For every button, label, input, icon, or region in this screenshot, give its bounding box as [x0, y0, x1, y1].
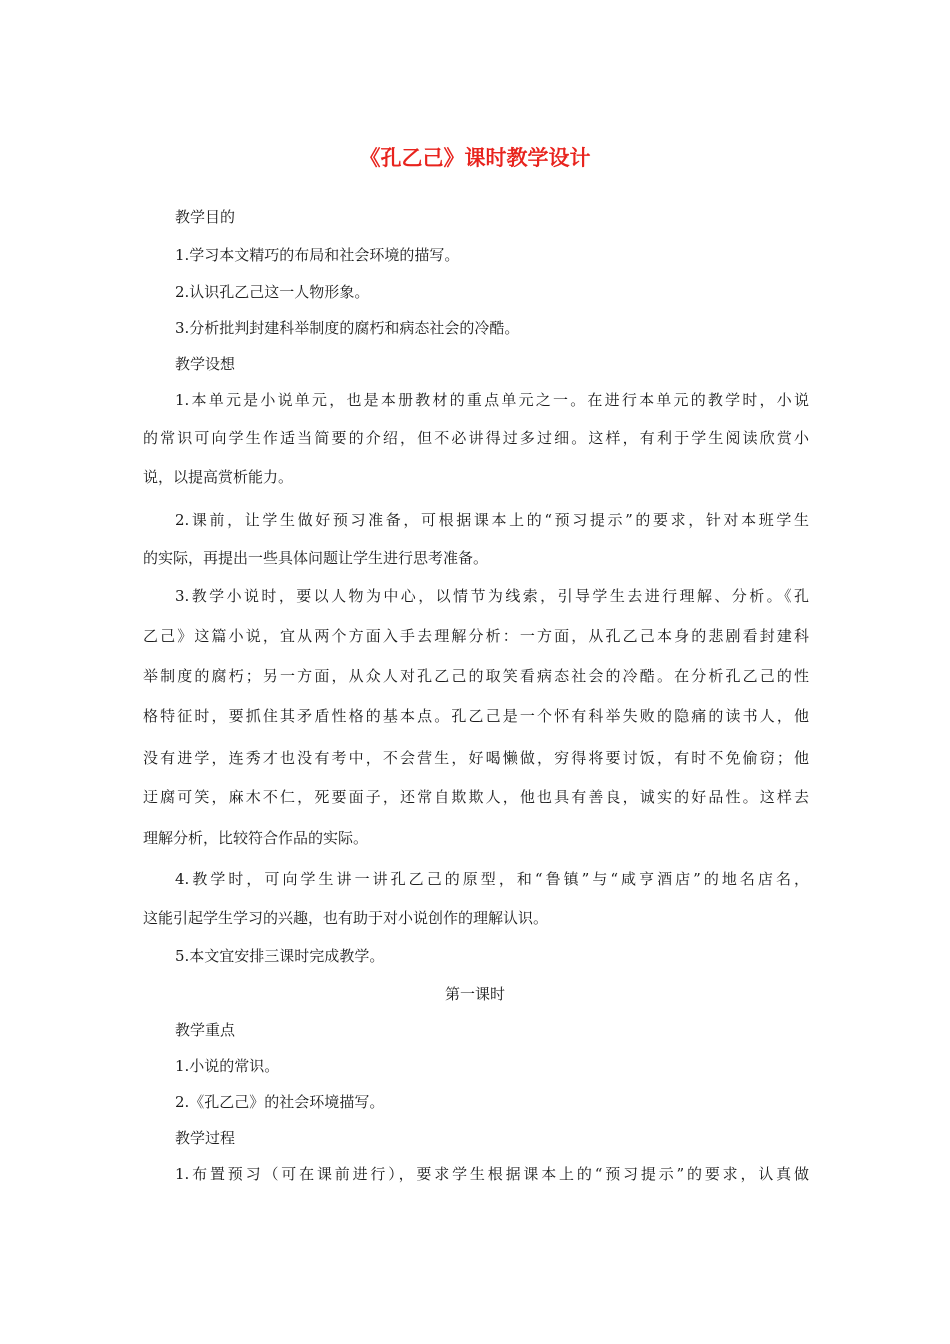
paragraph-line: 3.教学小说时，要以人物为中心，以情节为线索，引导学生去进行理解、分析。《孔: [175, 587, 809, 605]
paragraph-line: 没有进学，连秀才也没有考中，不会营生，好喝懒做，穷得将要讨饭，有时不免偷窃；他: [143, 749, 809, 767]
paragraph-line: 1.本单元是小说单元，也是本册教材的重点单元之一。在进行本单元的教学时，小说: [175, 391, 809, 409]
paragraph-line: 的实际，再提出一些具体问题让学生进行思考准备。: [143, 549, 489, 567]
goal-item: 2.认识孔乙己这一人物形象。: [175, 283, 370, 301]
paragraph-line: 这能引起学生学习的兴趣，也有助于对小说创作的理解认识。: [143, 909, 549, 927]
paragraph-line: 的常识可向学生作适当简要的介绍，但不必讲得过多过细。这样，有利于学生阅读欣赏小: [143, 429, 809, 447]
focus-item: 1.小说的常识。: [175, 1057, 280, 1075]
document-title: 《孔乙己》课时教学设计: [359, 146, 591, 170]
paragraph-line: 1.布置预习（可在课前进行），要求学生根据课本上的“预习提示”的要求，认真做: [175, 1165, 809, 1183]
section-heading-ideas: 教学设想: [175, 355, 236, 373]
goal-item: 1.学习本文精巧的布局和社会环境的描写。: [175, 246, 460, 264]
goal-item: 3.分析批判封建科举制度的腐朽和病态社会的冷酷。: [175, 319, 520, 337]
paragraph-line: 5.本文宜安排三课时完成教学。: [175, 947, 385, 965]
paragraph-line: 迂腐可笑，麻木不仁，死要面子，还常自欺欺人，他也具有善良，诚实的好品性。这样去: [143, 788, 809, 806]
paragraph-line: 格特征时，要抓住其矛盾性格的基本点。孔乙己是一个怀有科举失败的隐痛的读书人，他: [143, 707, 809, 725]
paragraph-line: 举制度的腐朽；另一方面，从众人对孔乙己的取笑看病态社会的冷酷。在分析孔乙己的性: [143, 667, 809, 685]
focus-item: 2.《孔乙己》的社会环境描写。: [175, 1093, 385, 1111]
paragraph-line: 说，以提高赏析能力。: [143, 468, 294, 486]
paragraph-line: 乙己》这篇小说，宜从两个方面入手去理解分析：一方面，从孔乙己本身的悲剧看封建科: [143, 627, 809, 645]
section-heading-focus: 教学重点: [175, 1021, 236, 1039]
paragraph-line: 4.教学时，可向学生讲一讲孔乙己的原型，和“鲁镇”与“咸亨酒店”的地名店名，: [175, 870, 809, 888]
section-heading-goals: 教学目的: [175, 208, 236, 226]
section-heading-process: 教学过程: [175, 1129, 236, 1147]
paragraph-line: 2.课前，让学生做好预习准备，可根据课本上的“预习提示”的要求，针对本班学生: [175, 511, 809, 529]
paragraph-line: 理解分析，比较符合作品的实际。: [143, 829, 369, 847]
lesson-heading: 第一课时: [444, 985, 505, 1003]
